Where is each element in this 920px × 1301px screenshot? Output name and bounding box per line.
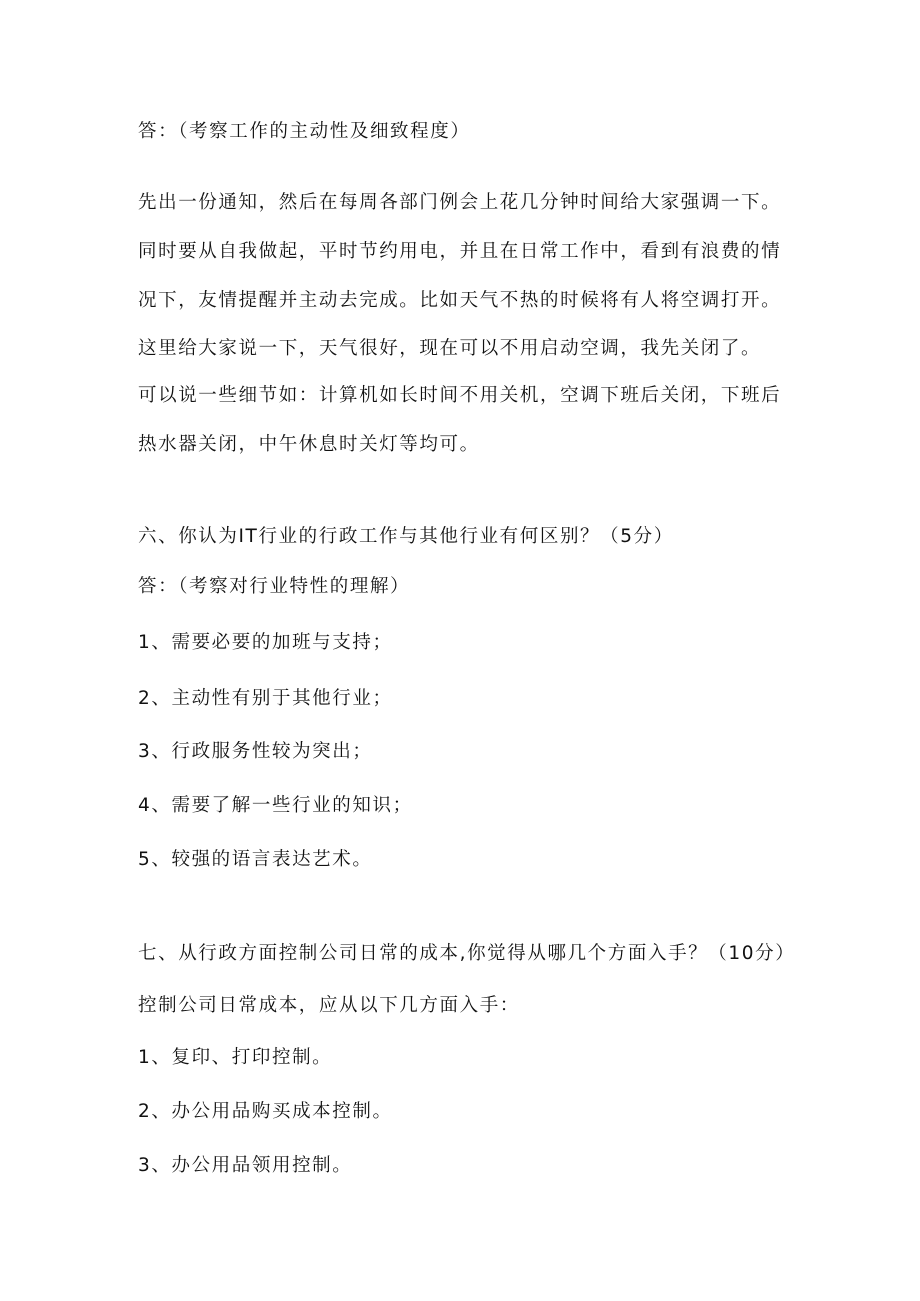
question-6-heading: 六、你认为IT行业的行政工作与其他行业有何区别？（5分） bbox=[138, 526, 674, 547]
list-item: 5、较强的语言表达艺术。 bbox=[138, 849, 373, 870]
paragraph-line: 先出一份通知，然后在每周各部门例会上花几分钟时间给大家强调一下。 bbox=[138, 192, 782, 213]
paragraph-line: 况下，友情提醒并主动去完成。比如天气不热的时候将有人将空调打开。 bbox=[138, 290, 782, 311]
answer-label-q5: 答：（考察工作的主动性及细致程度） bbox=[138, 121, 471, 142]
list-item: 1、复印、打印控制。 bbox=[138, 1047, 333, 1068]
paragraph-line: 可以说一些细节如：计算机如长时间不用关机，空调下班后关闭，下班后 bbox=[138, 385, 782, 406]
paragraph-line: 同时要从自我做起，平时节约用电，并且在日常工作中，看到有浪费的情 bbox=[138, 241, 782, 262]
list-item: 3、行政服务性较为突出； bbox=[138, 741, 373, 762]
list-item: 2、办公用品购买成本控制。 bbox=[138, 1101, 393, 1122]
answer-intro: 控制公司日常成本，应从以下几方面入手： bbox=[138, 995, 520, 1016]
paragraph-line: 热水器关闭，中午休息时关灯等均可。 bbox=[138, 434, 480, 455]
list-item: 3、办公用品领用控制。 bbox=[138, 1155, 353, 1176]
list-item: 2、主动性有别于其他行业； bbox=[138, 688, 393, 709]
question-7-heading: 七、从行政方面控制公司日常的成本,你觉得从哪几个方面入手？（10分） bbox=[138, 943, 796, 964]
list-item: 4、需要了解一些行业的知识； bbox=[138, 795, 413, 816]
paragraph-line: 这里给大家说一下，天气很好，现在可以不用启动空调，我先关闭了。 bbox=[138, 338, 762, 359]
list-item: 1、需要必要的加班与支持； bbox=[138, 632, 393, 653]
answer-label-q6: 答：（考察对行业特性的理解） bbox=[138, 576, 411, 597]
